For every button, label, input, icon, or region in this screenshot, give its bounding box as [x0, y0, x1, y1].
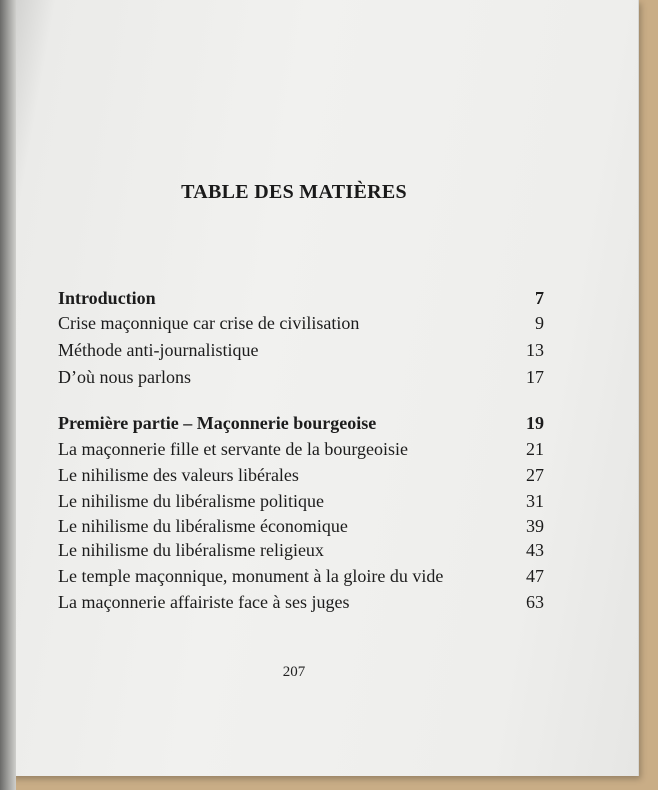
toc-entry: [58, 313, 544, 339]
entry-label: D’où nous parlons: [58, 367, 191, 387]
book-page: [10, 0, 639, 776]
entry-label: Première partie – Maçonnerie bourgeoise: [58, 413, 377, 433]
toc-entry: [58, 540, 544, 566]
toc-entry: [58, 439, 544, 465]
entry-page: 17: [526, 367, 544, 387]
entry-page: 9: [535, 313, 544, 333]
toc-entry: [58, 516, 544, 542]
entry-page: 13: [526, 340, 544, 360]
entry-label: Introduction: [58, 288, 156, 308]
entry-page: 27: [526, 465, 544, 485]
toc-entry: [58, 566, 544, 592]
entry-label: Crise maçonnique car crise de civilisation: [58, 313, 360, 333]
entry-page: 39: [526, 516, 544, 536]
entry-page: 63: [526, 592, 544, 612]
toc-entry: [58, 465, 544, 491]
entry-label: Le nihilisme du libéralisme politique: [58, 491, 324, 511]
entry-label: La maçonnerie affairiste face à ses juges: [58, 592, 350, 612]
section-heading-introduction: [58, 288, 544, 314]
entry-label: Le temple maçonnique, monument à la gloire du vide: [58, 566, 444, 586]
toc-entry: [58, 367, 544, 393]
entry-page: 7: [535, 288, 544, 308]
show-through-text: [370, 10, 410, 91]
entry-label: Le nihilisme du libéralisme religieux: [58, 540, 324, 560]
entry-label: Le nihilisme des valeurs libérales: [58, 465, 299, 485]
book-gutter: [0, 0, 16, 790]
entry-label: Méthode anti-journalistique: [58, 340, 259, 360]
page-title: TABLE DES MATIÈRES: [181, 181, 407, 203]
entry-page: 43: [526, 540, 544, 560]
entry-page: 47: [526, 566, 544, 586]
toc-entry: [58, 491, 544, 517]
entry-page: 21: [526, 439, 544, 459]
entry-label: Le nihilisme du libéralisme économique: [58, 516, 348, 536]
toc-entry: [58, 340, 544, 366]
entry-label: La maçonnerie fille et servante de la bourgeoisie: [58, 439, 409, 459]
entry-page: 19: [526, 413, 544, 433]
entry-page: 31: [526, 491, 544, 511]
page-number: 207: [282, 664, 306, 680]
section-heading-premiere-partie: [58, 413, 544, 439]
toc-entry: [58, 592, 544, 618]
